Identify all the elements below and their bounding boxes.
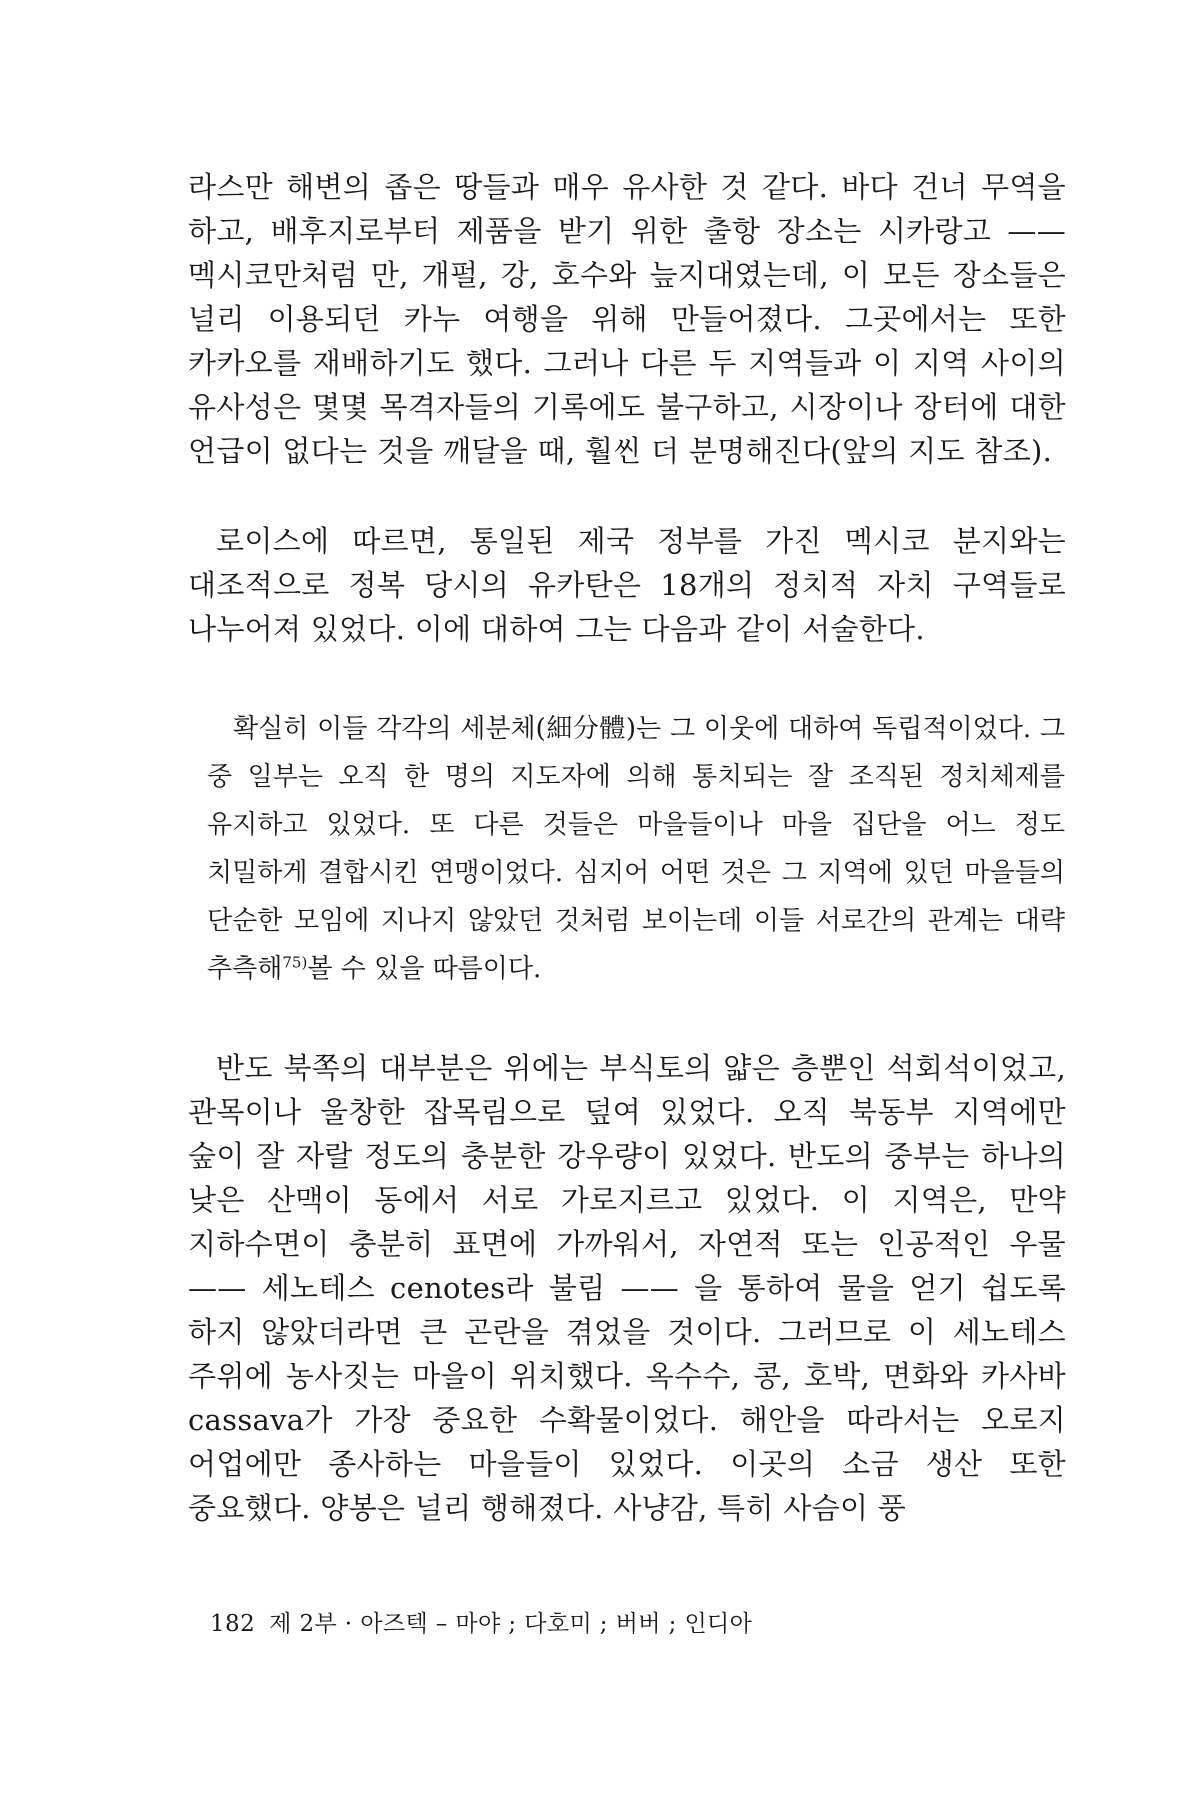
- footnote-marker: 75): [282, 953, 308, 972]
- page-number: 182: [210, 1611, 256, 1637]
- page-footer: [210, 1609, 752, 1639]
- running-title: 제 2부 · 아즈텍 – 마야 ; 다호미 ; 버버 ; 인디아: [269, 1611, 753, 1637]
- body-paragraph-3: 반도 북쪽의 대부분은 위에는 부식토의 얇은 층뿐인 석회석이었고, 관목이나 울창한 잡목림으로 덮여 있었다. 오직 북동부 지역에만 숲이 잘 자랄 정도의 충분한 강우량이 있었다. 반도의 중부는 하나의 낮은 산맥이 동에서 서로 가로지르고 있었다. 이 지역은, 만약 지하수면이 충분히 표면에 가까워서, 자연적 또는 인공적인 우물 —— 세노테스 cenotes라 불림 —— 을 통하여 물을 얻기 쉽도록 하지 않았더라면 큰 곤란을 겪었을 것이다. 그러므로 이 세노테스 주위에 농사짓는 마을이 위치했다. 옥수수, 콩, 호박, 면화와 카사바 cassava가 가장 중요한 수확물이었다. 해안을 따라서는 오로지 어업에만 종사하는 마을들이 있었다. 이곳의 소금 생산 또한 중요했다. 양봉은 널리 행해졌다. 사냥감, 특히 사슴이 풍: [188, 1051, 1066, 1525]
- body-paragraph-2: 로이스에 따르면, 통일된 제국 정부를 가진 멕시코 분지와는 대조적으로 정복 당시의 유카탄은 18개의 정치적 자치 구역들로 나누어져 있었다. 이에 대하여 그는 다음과 같이 서술한다.: [188, 524, 1066, 646]
- block-quote: [207, 705, 1065, 993]
- block-quote-tail: 볼 수 있을 따름이다.: [307, 954, 542, 984]
- block-quote-text: 확실히 이들 각각의 세분체(細分體)는 그 이웃에 대하여 독립적이었다. 그 중 일부는 오직 한 명의 지도자에 의해 통치되는 잘 조직된 정치체제를 유지하고 있었다. 또 다른 것들은 마을들이나 마을 집단을 어느 정도 치밀하게 결합시킨 연맹이었다. 심지어 어떤 것은 그 지역에 있던 마을들의 단순한 모임에 지나지 않았던 것처럼 보이는데 이들 서로간의 관계는 대략 추측해: [207, 714, 1065, 984]
- body-paragraph-1: 라스만 해변의 좁은 땅들과 매우 유사한 것 같다. 바다 건너 무역을 하고, 배후지로부터 제품을 받기 위한 출항 장소는 시카랑고 —— 멕시코만처럼 만, 개펄, 강, 호수와 늪지대였는데, 이 모든 장소들은 널리 이용되던 카누 여행을 위해 만들어졌다. 그곳에서는 또한 카카오를 재배하기도 했다. 그러나 다른 두 지역들과 이 지역 사이의 유사성은 몇몇 목격자들의 기록에도 불구하고, 시장이나 장터에 대한 언급이 없다는 것을 깨달을 때, 훨씬 더 분명해진다(앞의 지도 참조).: [188, 170, 1066, 468]
